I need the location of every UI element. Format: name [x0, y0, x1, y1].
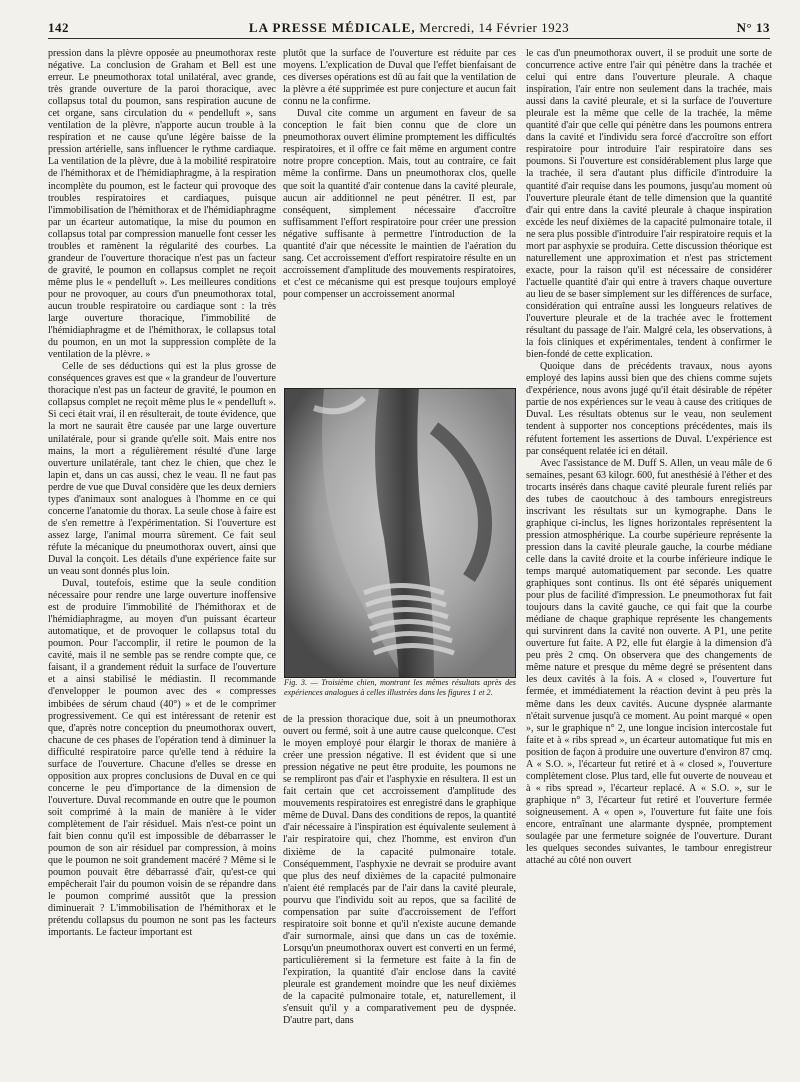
page-number: 142 [48, 20, 69, 35]
column-left [48, 48, 276, 1078]
column-middle-bottom [283, 714, 516, 1027]
paragraph: plutôt que la surface de l'ouverture est réduite par ces moyens. L'explication de Duval que l'effet bienfaisant de ces diverses opérations est dû au fait que la ventilation de la plèvre a été supprimée est pure conjecture et aucun fait connu ne la confirme. [283, 48, 516, 108]
column-middle-top [283, 48, 516, 301]
issue-number: N° 13 [736, 20, 770, 35]
paragraph: Celle de ses déductions qui est la plus grosse de conséquences graves est que « la grandeur de l'ouverture thoracique n'est pas un facteur de gravité, le poumon en collapsus complet ne reçoit même plus le « pendelluft ». Si ceci était vrai, il en résulterait, de toute évidence, que la mort ne saurait être causée par une large ouverture unilatérale, pour si grande qu'elle soit. Mais entre nos mains, la mort a régulièrement résulté d'une large ouverture unilatérale, tant chez le chien, que chez le lapin et, dans un cas aussi, chez le veau. Il ne faut pas perdre de vue que Duval considère que les deux derniers types d'animaux sont analogues à l'homme en ce qui concerne l'anatomie du thorax. La seule chose à faire est de s'en remettre à l'expérimentation. Si l'ouverture est assez large, l'animal mourra sûrement. Ce fait seul réfute la mécanique du pneumothorax ouvert, ainsi que Duval la conçoit. Les détails d'une expérience faite sur un veau sont donnés plus loin. [48, 361, 276, 578]
xray-figure [284, 388, 516, 678]
issue-date: Mercredi, 14 Février 1923 [419, 20, 570, 35]
paragraph: pression dans la plèvre opposée au pneumothorax reste négative. La conclusion de Graham et Bell est une erreur. Le pneumothorax total unilatéral, avec grande, très grande ouverture de la paroi thoracique, avec collapsus total du poumon, sans respiration aucune de cet organe, sans circulation du « pendelluft », sans ventilation de la plèvre, n'apporte aucun trouble à la respiration et ne cause qu'une légère baisse de la pression artérielle, sans influencer le rythme cardiaque. La ventilation de la plèvre, due à la mobilité respiratoire de l'hémithorax et de l'hémidiaphragme, à la respiration incomplète du poumon, est le facteur qui provoque des troubles respiratoires et cardiaques, puisque l'immobilisation de l'hémithorax et de l'hémidiaphragme par un écarteur automatique, la mise du poumon en collapsus total par compression manuelle font cesser les troubles et ramènent la régularité des courbes. La grandeur de l'ouverture thoracique n'est pas un facteur de gravité, le poumon en collapsus complet ne reçoit même plus le « pendelluft ». Les meilleures conditions pour ne provoquer, au cours d'un pneumothorax total, aucun trouble respiratoire ou cardiaque sont : la très large ouverture thoracique, l'immobilité de l'hémidiaphragme et de l'hémithorax, le collapsus total du poumon, en un mot la suppression complète de la ventilation de la plèvre. » [48, 48, 276, 361]
paragraph: Quoique dans de précédents travaux, nous ayons employé des lapins aussi bien que des chiens comme sujets d'expérience, nous avons jugé qu'il était désirable de répéter partie de nos expériences sur le veau à cause des critiques de Duval. Les résultats obtenus sur le veau, non seulement tendent à supporter nos conceptions précédentes, mais ils réfutent fortement les assertions de Duval. L'expérience est par conséquent relatée ici en détail. [526, 361, 772, 457]
figure-caption: Fig. 3. — Troisième chien, montrant les mêmes résultats après des expériences analogues à celles illustrées dans les figures 1 et 2. [284, 678, 516, 697]
running-header [48, 18, 770, 39]
paragraph: Duval cite comme un argument en faveur de sa conception le fait bien connu que de clore un pneumothorax ouvert élimine promptement les difficultés respiratoires, et il offre ce fait même en argument contre notre propre conception. Mais, tout au contraire, ce fait même la confirme. Dans un pneumothorax clos, quelle que soit la quantité d'air contenue dans la cavité pleurale, aucun air additionnel ne peut pénétrer. Il est, par conséquent, simplement nécessaire d'accroître suffisamment l'effort respiratoire pour créer une pression négative suffisante à permettre l'introduction de la quantité d'air que nécessite le maintien de l'aération du sang. Cet accroissement d'effort respiratoire résulte en un accroissement d'amplitude des mouvements respiratoires, et c'est ce mécanisme qui est presque toujours employé pour compenser un accroissement anormal [283, 108, 516, 300]
xray-image [284, 388, 516, 678]
paragraph: le cas d'un pneumothorax ouvert, il se produit une sorte de concurrence active entre l'air qui pénètre dans la trachée et celui qui entre dans l'ouverture pleurale. A chaque inspiration, l'air entre non seulement dans la trachée, mais aussi dans la cavité pleurale, et si la surface de l'ouverture pleurale est la même que celle de la trachée, la même quantité d'air que celle qui pénètre dans les poumons entrera dans la cavité et l'individu sera forcé d'accroître son effort respiratoire pour introduire l'air respiratoire dans ses poumons. Si l'ouverture est considérablement plus large que la trachée, il sera d'autant plus difficile d'introduire la quantité d'air requise dans les poumons, jusqu'au moment où l'ouverture pleurale étant de telle dimension que la quantité d'air qui entre dans la cavité pleurale à chaque inspiration excède les neuf dixièmes de la capacité pulmonaire totale, il ne sera plus possible d'introduire l'air respiratoire requis et la mort par asphyxie se produira. Cette discussion théorique est naturellement une approximation et n'est pas strictement exacte, pour la raison qu'il est nécessaire de considérer l'actuelle quantité d'air qui entre à travers chaque ouverture au lieu de se baser simplement sur les différences de surface, considération qui entraîne aussi les longueurs relatives de l'ouverture pleurale et de la trachée avec le frottement résultant du passage de l'air. Malgré cela, les observations, à la fois cliniques et expérimentales, tendent à confirmer le bien-fondé de cette explication. [526, 48, 772, 361]
journal-name: LA PRESSE MÉDICALE, [248, 20, 416, 35]
paragraph: Duval, toutefois, estime que la seule condition nécessaire pour rendre une large ouverture inoffensive est de produire l'immobilité de l'hémithorax et de l'hémidiaphragme, au moyen d'un puissant écarteur automatique, et de provoquer le collapsus total du poumon. Pour l'accomplir, il retire le poumon de la cavité, mais il ne semble pas se rendre compte que, ce faisant, il a grandement réduit la surface de l'ouverture et a ainsi stabilisé le médiastin. Il recommande d'envelopper le poumon avec des « compresses imbibées de sérum chaud (40°) » et de le comprimer progressivement. Ce qui est intéressant de retenir est que, d'après notre conception du pneumothorax ouvert, chacune de ces phases de l'opération tend à diminuer la difficulté respiratoire parce qu'elle tend à réduire la surface de l'ouverture. Chacune d'elles se dresse en opposition aux propres conclusions de Duval en ce qui concerne le peu d'importance de la dimension de l'ouverture. Duval recommande en outre que le poumon soit comprimé à la main de manière à le vider complètement de l'air résiduel. Mais n'est-ce point un fait bien connu qu'il est impossible de débarrasser le poumon de son air résiduel par compression, à moins que le poumon ne soit grandement macéré ? Même si le poumon pouvait être débarrassé d'air, qu'est-ce qui empêcherait l'air du poumon voisin de se répandre dans le poumon comprimé aussitôt que la pression diminuerait ? L'immobilisation de l'hémithorax et le prétendu collapsus du poumon ne sont pas les facteurs importants. Le facteur important est [48, 578, 276, 939]
paragraph: Avec l'assistance de M. Duff S. Allen, un veau mâle de 6 semaines, pesant 63 kilogr. 600, fut anesthésié à l'éther et des trocarts insérés dans chaque cavité pleurale furent reliés par des tubes de caoutchouc à des tambours enregistreurs inscrivant les résultats sur un kymographe. Dans le graphique ci-inclus, les lignes horizontales représentent la pression atmosphérique. La courbe supérieure représente la pression dans la cavité pleurale gauche, la courbe médiane celle dans la cavité droite et la courbe inférieure indique le temps marqué automatiquement par seconde. Les quatre graphiques sont continus. Ils ont été séparés uniquement pour plus de facilité d'impression. Le pneumothorax fut fait toujours dans la cavité gauche, ce qui fait que la courbe médiane de chaque graphique représente les changements qui survinrent dans la cavité non ouverte. A P1, une petite ouverture fut faite. A P2, elle fut élargie à la dimension d'à peu près 2 cmq. On observera que des changements de même nature et presque du même degré se présentent dans les deux cavités à la fois. A « closed », l'ouverture fut fermée, et immédiatement la réaction devint à peu près la même dans les deux cavités. Aucune dyspnée alarmante n'était survenue jusqu'à ce moment. Au point marqué « open », sur le graphique n° 2, une longue incision intercostale fut faite et à « ribs spread », un écarteur automatique fut mis en position de façon à produire une ouverture d'environ 87 cmq. A « S.O. », l'écarteur fut retiré et à « closed », l'ouverture complètement close. Plus tard, elle fut ouverte de nouveau et à « ribs spread », l'écarteur replacé. A « S.O. », sur le graphique n° 3, l'écarteur fut retiré et l'ouverture fermée soigneusement. A « open », l'ouverture fut faite une fois encore, entraînant une alarmante dyspnée, promptement soulagée par une fermeture soignée de l'ouverture. Durant les quelques secondes suivantes, le tambour enregistreur attaché au côté non ouvert [526, 457, 772, 867]
column-right [526, 48, 772, 1078]
paragraph: de la pression thoracique due, soit à un pneumothorax ouvert ou fermé, soit à une autre cause quelconque. C'est le moyen employé pour élargir le thorax de manière à créer une pression négative. Il est évident que si une pression négative ne peut être produite, les poumons ne se rempliront pas d'air et l'asphyxie en résultera. Il est un fait certain que cet accroissement d'amplitude des mouvements respiratoires est enregistré dans le graphique même de Duval. Dans des conditions de repos, la quantité d'air nécessaire à l'inspiration est équivalente seulement à l'air respiratoire qui, chez l'homme, est environ d'un dixième de la capacité pulmonaire totale. Conséquemment, l'asphyxie ne devrait se produire avant que plus des neuf dixièmes de la capacité pulmonaire n'aient été remplacés par de l'air dans la cavité pleurale, pourvu que l'individu soit au repos, que sa facilité de compensation par suite d'accroissement de l'effort respiratoire soit bonne et qu'il n'existe aucune demande d'air surnormale, ainsi que dans un cas de toxémie. Lorsqu'un pneumothorax ouvert est converti en un fermé, particulièrement si la fermeture est faite à la fin de l'expiration, la quantité d'air enclose dans la cavité pleurale est grandement moindre que les neuf dixièmes de la capacité pulmonaire totale, et, naturellement, il s'ensuit qu'il y a comparativement peu de dyspnée. D'autre part, dans [283, 714, 516, 1027]
journal-title-line [48, 20, 770, 36]
